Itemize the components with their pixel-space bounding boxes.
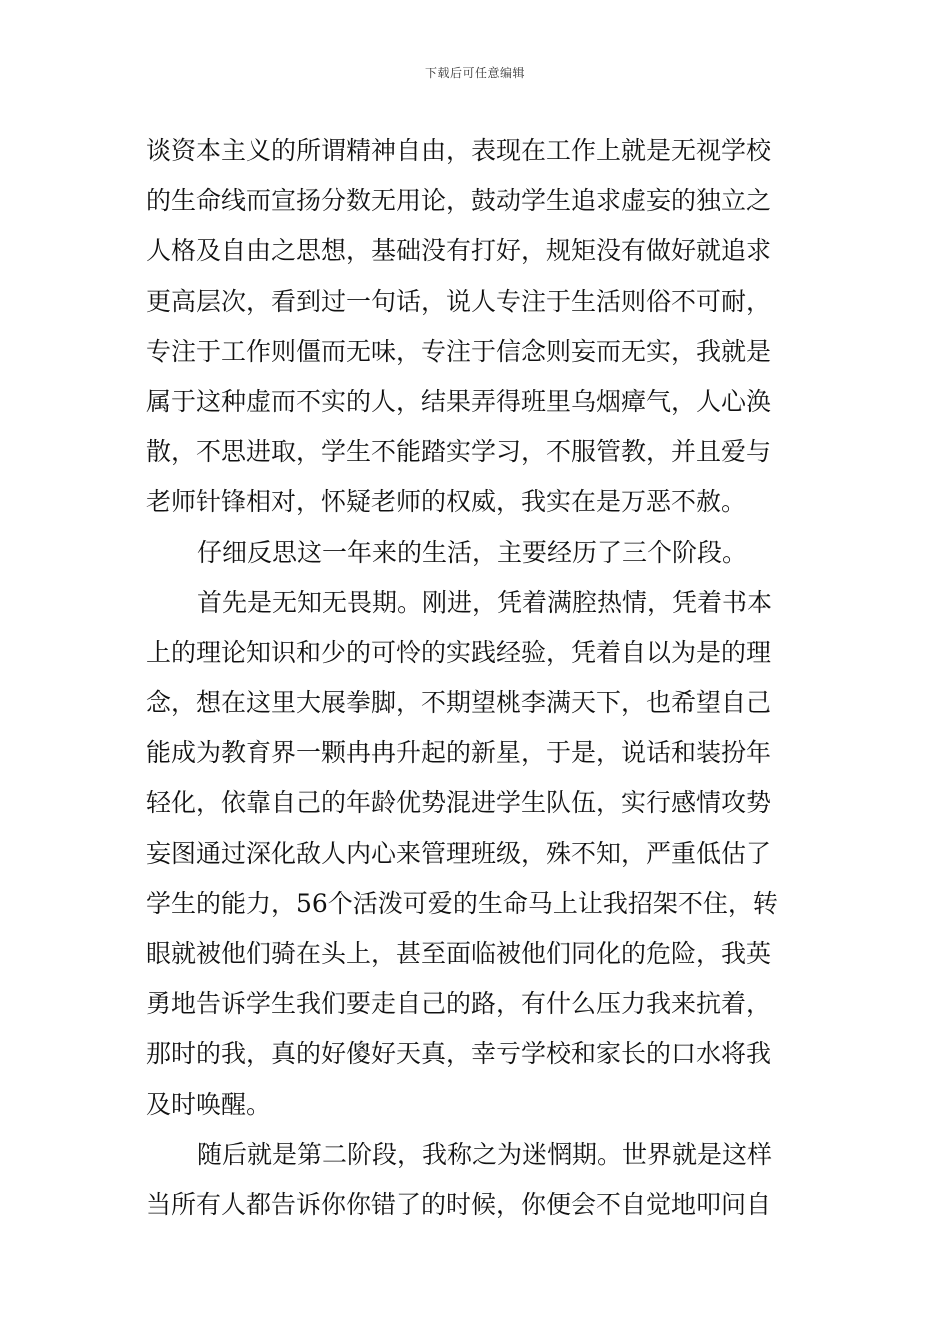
text-line: 上的理论知识和少的可怜的实践经验，凭着自以为是的理: [146, 637, 772, 667]
text-line: 轻化，依靠自己的年龄优势混进学生队伍，实行感情攻势: [146, 788, 772, 818]
text-line: 仔细反思这一年来的生活，主要经历了三个阶段。: [197, 537, 748, 567]
text-line: 眼就被他们骑在头上，甚至面临被他们同化的危险，我英: [146, 939, 772, 968]
document-body: [146, 126, 806, 1230]
text-line: 随后就是第二阶段，我称之为迷惘期。世界就是这样: [197, 1139, 773, 1169]
text-line: 念，想在这里大展拳脚，不期望桃李满天下，也希望自己: [146, 688, 772, 718]
text-line: 能成为教育界一颗冉冉升起的新星，于是，说话和装扮年: [146, 738, 772, 768]
text-line: 属于这种虚而不实的人，结果弄得班里乌烟瘴气，人心涣: [146, 386, 772, 416]
text-line: 散，不思进取，学生不能踏实学习，不服管教，并且爱与: [146, 437, 772, 467]
text-line: 老师针锋相对，怀疑老师的权威，我实在是万恶不赦。: [146, 487, 747, 517]
text-line: 人格及自由之思想，基础没有打好，规矩没有做好就追求: [146, 236, 772, 266]
text-line: 专注于工作则僵而无味，专注于信念则妄而无实，我就是: [146, 336, 772, 366]
text-line: 妄图通过深化敌人内心来管理班级，殊不知，严重低估了: [146, 838, 772, 868]
text-line: 及时唤醒。: [146, 1089, 272, 1119]
text-line: 的生命线而宣扬分数无用论，鼓动学生追求虚妄的独立之: [146, 186, 772, 216]
text-line: 勇地告诉学生我们要走自己的路，有什么压力我来抗着，: [146, 989, 772, 1019]
text-line: 学生的能力，56个活泼可爱的生命马上让我招架不住，转: [146, 888, 778, 918]
text-line: 那时的我，真的好傻好天真，幸亏学校和家长的口水将我: [146, 1039, 772, 1069]
text-line: 更高层次，看到过一句话，说人专注于生活则俗不可耐，: [146, 286, 772, 316]
text-line: 当所有人都告诉你你错了的时候，你便会不自觉地叩问自: [146, 1189, 772, 1219]
text-line: 首先是无知无畏期。刚进，凭着满腔热情，凭着书本: [197, 587, 773, 617]
page-header: 下载后可任意编辑: [424, 66, 525, 80]
text-line: 谈资本主义的所谓精神自由，表现在工作上就是无视学校: [146, 136, 772, 165]
